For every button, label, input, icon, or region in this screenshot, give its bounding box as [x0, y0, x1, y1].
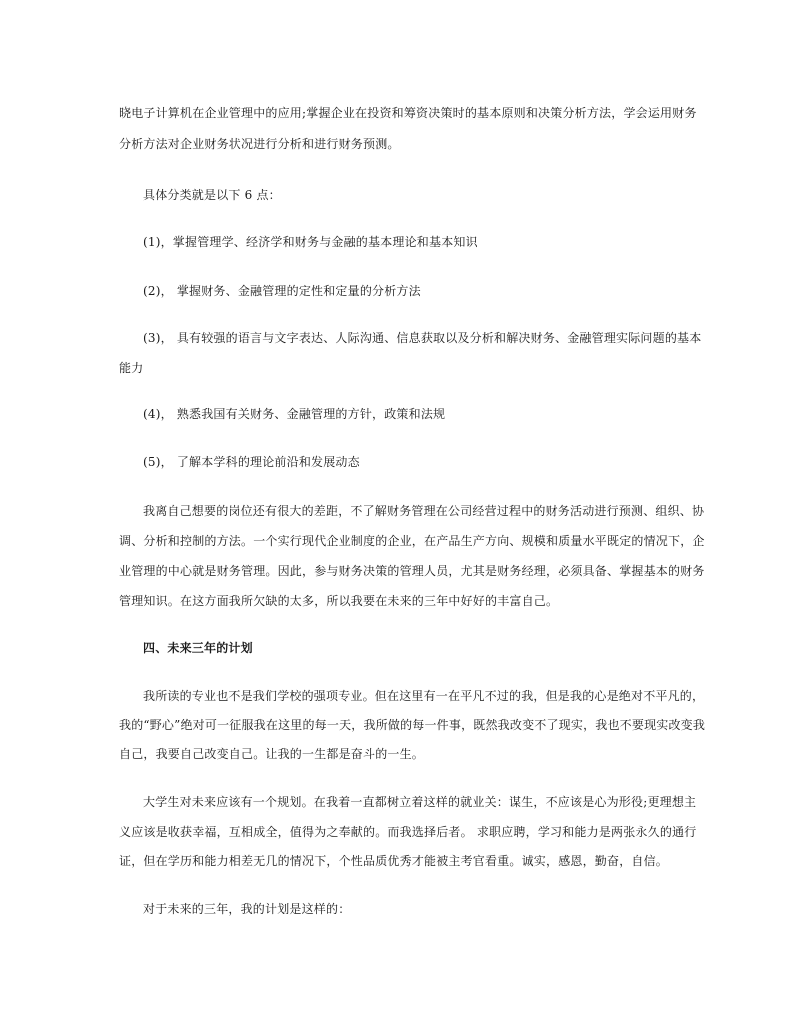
- gap-paragraph-line-3: 业管理的中心就是财务管理。因此，参与财务决策的管理人员，尤其是财务经理，必须具备、掌握基本的财务: [119, 564, 705, 578]
- major-paragraph-line-2: 我的“野心”绝对可一征服我在这里的每一天，我所做的每一件事，既然我改变不了现实，我也不要现实改变我: [119, 718, 706, 732]
- point-2: (2)， 掌握财务、金融管理的定性和定量的分析方法: [143, 284, 421, 298]
- plan-paragraph-line-3: 证，但在学历和能力相差无几的情况下，个性品质优秀才能被主考官看重。诚实，感恩，勤奋，自信。: [119, 854, 669, 868]
- point-3-line-1: (3)， 具有较强的语言与文字表达、人际沟通、信息获取以及分析和解决财务、金融管理实际问题的基本: [143, 331, 702, 345]
- point-5: (5)， 了解本学科的理论前沿和发展动态: [143, 455, 360, 469]
- gap-paragraph-line-4: 管理知识。在这方面我所欠缺的太多，所以我要在未来的三年中好好的丰富自己。: [119, 594, 559, 608]
- plan-paragraph-line-1: 大学生对未来应该有一个规划。在我着一直都树立着这样的就业关：谋生，不应该是心为形役;更理想主: [143, 795, 697, 809]
- point-4: (4)， 熟悉我国有关财务、金融管理的方针，政策和法规: [143, 407, 446, 421]
- gap-paragraph-line-2: 调、分析和控制的方法。一个实行现代企业制度的企业，在产品生产方向、规模和质量水平既定的情况下，企: [119, 534, 705, 548]
- major-paragraph-line-1: 我所读的专业也不是我们学校的强项专业。但在这里有一在平凡不过的我，但是我的心是绝对不平凡的，: [143, 689, 705, 703]
- major-paragraph-line-3: 自己，我要自己改变自己。让我的一生都是奋斗的一生。: [119, 747, 425, 761]
- summary-line: 具体分类就是以下 6 点：: [143, 188, 281, 202]
- point-3-line-2: 能力: [119, 361, 144, 375]
- section-heading: 四、未来三年的计划: [143, 641, 253, 655]
- plan-paragraph-line-2: 义应该是收获幸福，互相成全，值得为之奉献的。而我选择后者。 求职应聘，学习和能力是两张永久的通行: [119, 825, 697, 839]
- intro-paragraph-line-2: 分析方法对企业财务状况进行分析和进行财务预测。: [119, 137, 400, 151]
- intro-paragraph-line-1: 晓电子计算机在企业管理中的应用;掌握企业在投资和筹资决策时的基本原则和决策分析方法，学会运用财务: [119, 106, 697, 120]
- gap-paragraph-line-1: 我离自己想要的岗位还有很大的差距，不了解财务管理在公司经营过程中的财务活动进行预测、组织、协: [143, 504, 705, 518]
- closing-line: 对于未来的三年，我的计划是这样的：: [143, 902, 351, 916]
- point-1: (1)，掌握管理学、经济学和财务与金融的基本理论和基本知识: [143, 235, 478, 249]
